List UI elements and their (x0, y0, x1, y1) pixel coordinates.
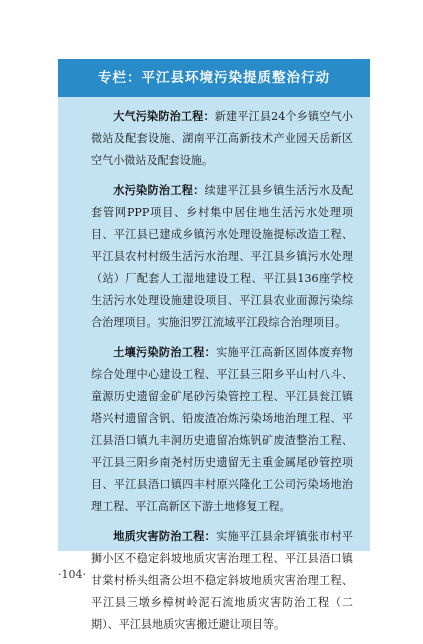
section-air-pollution (91, 106, 353, 172)
feature-box-title: 专栏：平江县环境污染提质整治行动 (58, 59, 370, 97)
section-text: 实施平江高新区固体废弃物综合处理中心建设工程、平江县三阳乡平山村八斗、童源历史遗留金矿尾砂污染管控工程、平江县瓮江镇塔兴村遗留含钒、铅废渣冶炼污染场地治理工程、平江县浯口镇九丰洞历史遗留冶炼钒矿废渣整治工程、平江县三阳乡南尧村历史遗留无主重金属尾砂管控项目、平江县浯口镇四丰村原兴隆化工公司污染场地治理工程、平江高新区下游土地修复工程。 (91, 346, 353, 513)
section-text: 续建平江县乡镇生活污水及配套管网PPP项目、乡村集中居住地生活污水处理项目、平江县已建成乡镇污水处理设施提标改造工程、平江县农村村级生活污水治理、平江县乡镇污水处理（站）厂配套人工湿地建设工程、平江县136座学校生活污水处理设施建设项目、平江县农业面源污染综合治理项目。实施汨罗江流域平江段综合治理项目。 (91, 184, 353, 329)
section-geological-hazard (91, 526, 353, 636)
section-water-pollution (91, 180, 353, 334)
section-label: 地质灾害防治工程： (113, 530, 217, 543)
section-label: 土壤污染防治工程： (113, 346, 217, 359)
section-label: 水污染防治工程： (113, 184, 205, 197)
section-label: 大气污染防治工程： (113, 110, 215, 123)
section-soil-pollution (91, 342, 353, 518)
section-text: 实施平江县余坪镇张市村平狮小区不稳定斜坡地质灾害治理工程、平江县浯口镇甘棠村桥头组斋公坦不稳定斜坡地质灾害治理工程、平江县三墩乡樟树岭泥石流地质灾害防治工程（二期）、平江县地质灾害搬迁避让项目等。 (91, 530, 353, 631)
section-text: 新建平江县24个乡镇空气小微站及配套设施、湖南平江高新技术产业园天岳新区空气小微站及配套设施。 (91, 110, 353, 167)
feature-box-content (91, 106, 353, 644)
page-number: ·104· (58, 568, 86, 581)
